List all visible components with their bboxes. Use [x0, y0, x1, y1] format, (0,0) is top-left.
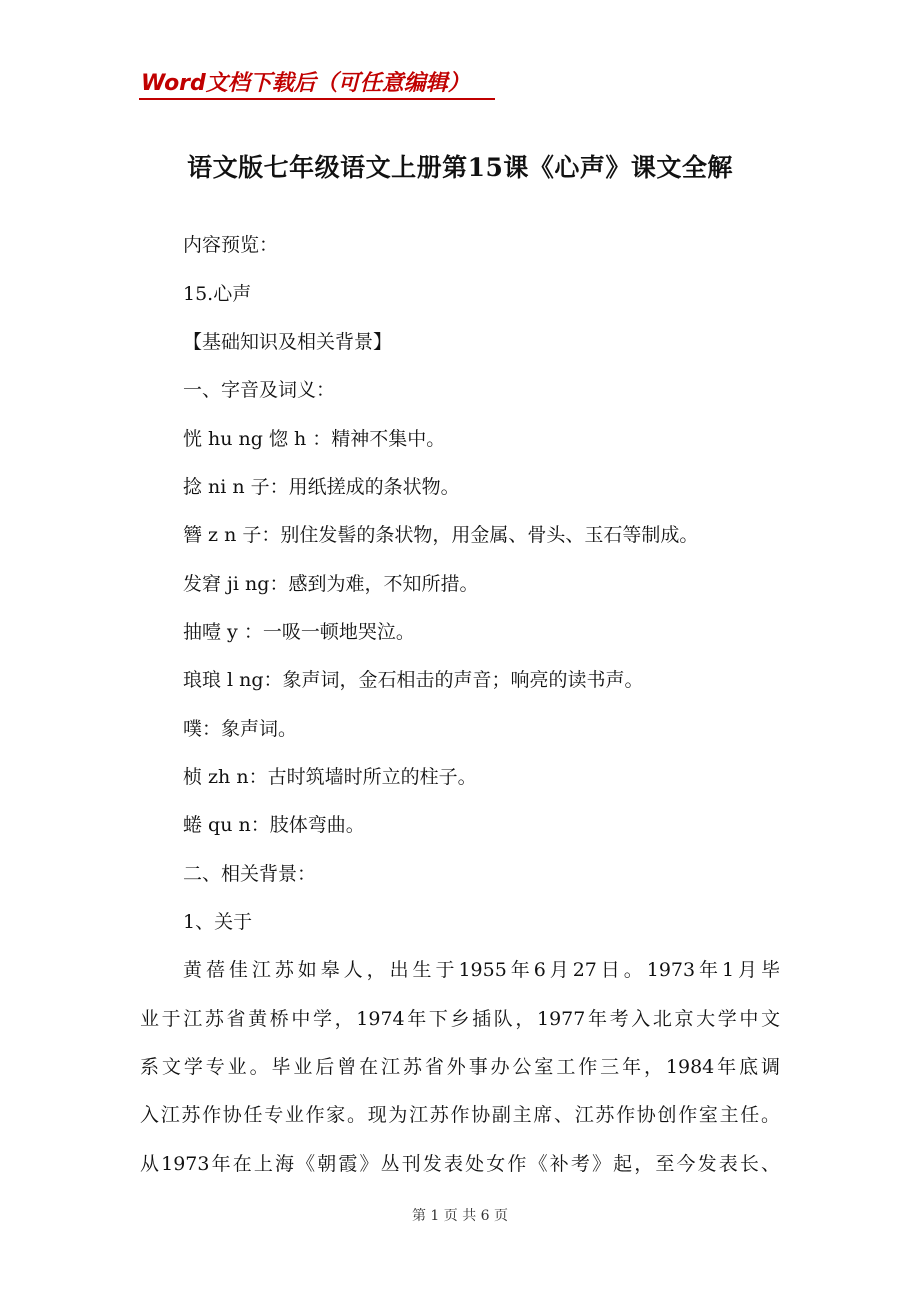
vocab-item: 噗：象声词。: [183, 718, 298, 740]
paragraph-line: 黄蓓佳江苏如皋人，出生于1955年6月27日。1973年1月毕: [183, 959, 780, 981]
vocab-item: 琅琅 l ng：象声词，金石相击的声音；响亮的读书声。: [183, 669, 644, 691]
vocab-item: 发窘 ji ng：感到为难，不知所措。: [183, 573, 479, 595]
section-heading: 【基础知识及相关背景】: [183, 331, 393, 353]
paragraph-line: 从1973年在上海《朝霞》丛刊发表处女作《补考》起，至今发表长、: [140, 1153, 780, 1175]
vocab-item: 抽噎 y ：一吸一顿地哭泣。: [183, 621, 415, 643]
paragraph-line: 业于江苏省黄桥中学，1974年下乡插队，1977年考入北京大学中文: [140, 1008, 780, 1030]
vocab-item: 蜷 qu n：肢体弯曲。: [183, 814, 365, 836]
vocab-item: 桢 zh n：古时筑墙时所立的柱子。: [183, 766, 477, 788]
paragraph-heading: 1、关于: [183, 911, 253, 933]
lesson-heading: 15.心声: [183, 283, 252, 305]
preview-label: 内容预览：: [183, 234, 279, 256]
vocab-item: 恍 hu ng 惚 h ：精神不集中。: [183, 428, 446, 450]
page-footer: 第 1 页 共 6 页: [411, 1208, 509, 1224]
document-title: 语文版七年级语文上册第15课《心声》课文全解: [187, 153, 733, 182]
paragraph-line: 入江苏作协任专业作家。现为江苏作协副主席、江苏作协创作室主任。: [140, 1104, 780, 1126]
header-banner: [139, 64, 495, 100]
header-banner-text: Word文档下载后（可任意编辑）: [141, 71, 470, 96]
vocab-item: 簪 z n 子：别住发髻的条状物，用金属、骨头、玉石等制成。: [183, 524, 699, 546]
paragraph-line: 系文学专业。毕业后曾在江苏省外事办公室工作三年，1984年底调: [140, 1056, 780, 1078]
subsection-heading: 二、相关背景：: [183, 863, 317, 885]
subsection-heading: 一、字音及词义：: [183, 379, 336, 401]
vocab-item: 捻 ni n 子：用纸搓成的条状物。: [183, 476, 460, 498]
